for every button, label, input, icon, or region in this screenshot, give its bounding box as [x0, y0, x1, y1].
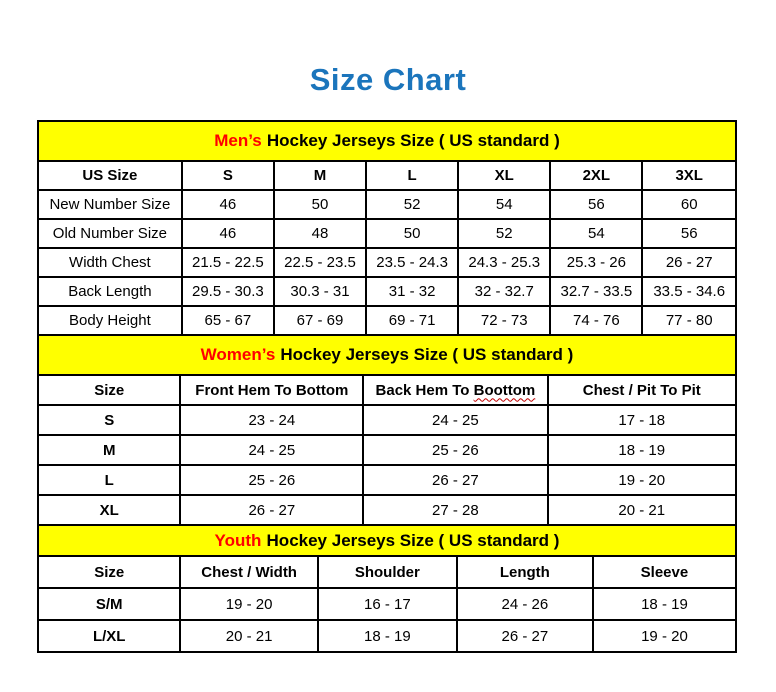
- womens-row-label: XL: [38, 495, 180, 525]
- mens-cell: 67 - 69: [274, 306, 366, 335]
- youth-band-highlight: Youth: [214, 530, 262, 550]
- header-misspelled-text: Boottom: [473, 381, 536, 399]
- womens-cell: 27 - 28: [363, 495, 547, 525]
- mens-cell: 50: [366, 219, 458, 248]
- womens-cell: 17 - 18: [548, 405, 736, 435]
- mens-row-label: Body Height: [38, 306, 182, 335]
- youth-column-header: Length: [457, 556, 593, 588]
- youth-section: [37, 526, 737, 653]
- mens-cell: 54: [550, 219, 642, 248]
- mens-cell: 26 - 27: [642, 248, 736, 277]
- mens-cell: 29.5 - 30.3: [182, 277, 274, 306]
- mens-cell: 48: [274, 219, 366, 248]
- mens-cell: 32 - 32.7: [458, 277, 550, 306]
- womens-column-header: Chest / Pit To Pit: [548, 375, 736, 405]
- womens-cell: 25 - 26: [180, 465, 363, 495]
- mens-cell: 56: [642, 219, 736, 248]
- womens-band-text: Hockey Jerseys Size ( US standard ): [280, 345, 574, 364]
- mens-band-highlight: Men’s: [214, 131, 262, 150]
- mens-cell: 33.5 - 34.6: [642, 277, 736, 306]
- table-row: [38, 306, 736, 335]
- mens-column-header: 2XL: [550, 161, 642, 190]
- womens-cell: 26 - 27: [363, 465, 547, 495]
- table-row: [38, 588, 736, 620]
- mens-column-header: XL: [458, 161, 550, 190]
- table-row: [38, 190, 736, 219]
- mens-cell: 69 - 71: [366, 306, 458, 335]
- womens-cell: 20 - 21: [548, 495, 736, 525]
- youth-cell: 19 - 20: [180, 588, 318, 620]
- mens-cell: 60: [642, 190, 736, 219]
- mens-cell: 46: [182, 219, 274, 248]
- womens-row-label: S: [38, 405, 180, 435]
- youth-header-row: [38, 556, 736, 588]
- mens-cell: 30.3 - 31: [274, 277, 366, 306]
- womens-column-header: Size: [38, 375, 180, 405]
- mens-band-text: Hockey Jerseys Size ( US standard ): [266, 131, 560, 150]
- youth-cell: 16 - 17: [318, 588, 457, 620]
- table-row: [38, 248, 736, 277]
- mens-column-header: US Size: [38, 161, 182, 190]
- mens-cell: 22.5 - 23.5: [274, 248, 366, 277]
- mens-cell: 52: [458, 219, 550, 248]
- header-text: Back Hem To: [375, 381, 474, 399]
- womens-cell: 18 - 19: [548, 435, 736, 465]
- youth-cell: 20 - 21: [180, 620, 318, 652]
- mens-cell: 56: [550, 190, 642, 219]
- table-row: [38, 495, 736, 525]
- youth-row-label: S/M: [38, 588, 180, 620]
- mens-cell: 23.5 - 24.3: [366, 248, 458, 277]
- table-row: [38, 405, 736, 435]
- mens-cell: 77 - 80: [642, 306, 736, 335]
- youth-cell: 24 - 26: [457, 588, 593, 620]
- youth-cell: 26 - 27: [457, 620, 593, 652]
- mens-column-header: 3XL: [642, 161, 736, 190]
- mens-row-label: Old Number Size: [38, 219, 182, 248]
- mens-cell: 21.5 - 22.5: [182, 248, 274, 277]
- mens-row-label: New Number Size: [38, 190, 182, 219]
- mens-cell: 25.3 - 26: [550, 248, 642, 277]
- youth-band-text: Hockey Jerseys Size ( US standard ): [266, 530, 560, 550]
- womens-cell: 26 - 27: [180, 495, 363, 525]
- womens-row-label: M: [38, 435, 180, 465]
- mens-cell: 74 - 76: [550, 306, 642, 335]
- youth-cell: 18 - 19: [593, 588, 736, 620]
- womens-cell: 24 - 25: [180, 435, 363, 465]
- mens-cell: 24.3 - 25.3: [458, 248, 550, 277]
- womens-header-row: [38, 375, 736, 405]
- youth-table: [37, 555, 737, 653]
- page-title: Size Chart: [309, 62, 467, 97]
- mens-cell: 54: [458, 190, 550, 219]
- womens-row-label: L: [38, 465, 180, 495]
- womens-band: [37, 336, 737, 374]
- mens-cell: 32.7 - 33.5: [550, 277, 642, 306]
- mens-row-label: Width Chest: [38, 248, 182, 277]
- mens-header-row: [38, 161, 736, 190]
- table-row: [38, 465, 736, 495]
- womens-band-highlight: Women’s: [200, 345, 276, 364]
- table-row: [38, 620, 736, 652]
- womens-cell: 24 - 25: [363, 405, 547, 435]
- mens-column-header: S: [182, 161, 274, 190]
- mens-section: [37, 120, 737, 336]
- mens-table: [37, 160, 737, 336]
- size-chart-tables: [37, 120, 737, 653]
- mens-column-header: L: [366, 161, 458, 190]
- youth-column-header: Chest / Width: [180, 556, 318, 588]
- youth-column-header: Size: [38, 556, 180, 588]
- mens-cell: 31 - 32: [366, 277, 458, 306]
- mens-cell: 52: [366, 190, 458, 219]
- mens-cell: 65 - 67: [182, 306, 274, 335]
- womens-column-header: Front Hem To Bottom: [180, 375, 363, 405]
- mens-column-header: M: [274, 161, 366, 190]
- mens-cell: 50: [274, 190, 366, 219]
- womens-cell: 19 - 20: [548, 465, 736, 495]
- youth-cell: 19 - 20: [593, 620, 736, 652]
- womens-column-header: [363, 375, 547, 405]
- mens-cell: 72 - 73: [458, 306, 550, 335]
- youth-band: [37, 526, 737, 555]
- youth-column-header: Shoulder: [318, 556, 457, 588]
- youth-row-label: L/XL: [38, 620, 180, 652]
- mens-cell: 46: [182, 190, 274, 219]
- mens-row-label: Back Length: [38, 277, 182, 306]
- womens-table: [37, 374, 737, 526]
- womens-cell: 23 - 24: [180, 405, 363, 435]
- youth-cell: 18 - 19: [318, 620, 457, 652]
- table-row: [38, 435, 736, 465]
- womens-cell: 25 - 26: [363, 435, 547, 465]
- womens-section: [37, 336, 737, 526]
- mens-band: [37, 120, 737, 160]
- table-row: [38, 277, 736, 306]
- youth-column-header: Sleeve: [593, 556, 736, 588]
- table-row: [38, 219, 736, 248]
